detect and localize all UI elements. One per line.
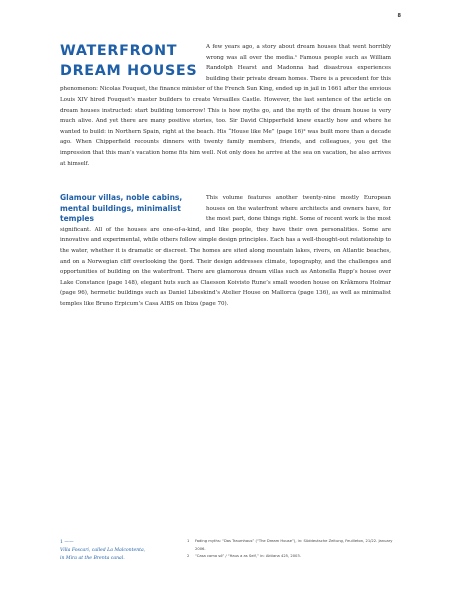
footnote-number: 2	[187, 554, 190, 558]
caption-line: in Mira at the Brenta canal.	[60, 556, 125, 561]
footnote	[187, 538, 397, 553]
page-number: 8	[397, 13, 401, 19]
footnote-text: Fading myths: “Das Traumhaus” (“The Dream House”), in: Süddeutsche Zeitung, Feuilleton, 21/22. January 2006.	[195, 539, 393, 551]
section-body: A few years ago, a story about dream houses that went horribly wrong was all over the media.¹ Famous people such as William Randolph Hearst and Madonna had disastrous experiences building their private dream homes. There is a precedent for this phenomenon: Nicolas Fouquet, the finance minister of the French Sun King, ended up in jail in 1661 after the envious Louis XIV hired Fouquet’s master builders to create Versailles Castle. However, the last sentence of the article on dream houses instructed: start building tomorrow! This is how myths go, and the myth of the dream house is very much alive. And yet there are many positive stories, too. Sir David Chipperfield knew exactly how and where he wanted to build: in Northern Spain, right at the beach. His “House like Me” (page 16)² was built more than a decade ago. When Chipperfield recounts dinners with twenty family members, friends, and colleagues, you get the impression that this man’s vacation home fits him well. Not only does he arrive at the sea on vacation, he also arrives at himself.	[60, 44, 391, 167]
caption-line: Villa Foscari, called La Malcontenta,	[60, 548, 146, 553]
section-body: This volume features another twenty-nine mostly European houses on the waterfront where architects and owners have, for the most part, done things right. Some of recent work is the most significant. All of the houses are one-of-a-kind, and like people, they have their own personalities. Some are innovative and experimental, while others follow simple design principles. Each has a well-thought-out relationship to the water, whether it is dramatic or discreet. The homes are sited along mountain lakes, rivers, on Atlantic beaches, and on a Norwegian cliff overlooking the fjord. Their design addresses climate, topography, and the challenges and opportunities of building on the waterfront. There are glamorous dream villas such as Antonella Rupp’s house over Lake Constance (page 148), elegant huts such as Claesson Koivisto Rune’s small wooden house on Kråkmora Holmar (page 96), hermetic buildings such as Daniel Libeskind’s Atelier House on Mallorca (page 136), as well as minimalist temples like Bruno Erpicum’s Casa AIBS on Ibiza (page 70).	[60, 195, 391, 307]
footnote-number: 1	[187, 539, 190, 543]
figure-caption	[60, 539, 170, 563]
caption-number: 1 ——	[60, 540, 74, 545]
section-waterfront-dream-houses	[60, 42, 391, 169]
section-title: WATERFRONT DREAM HOUSES	[60, 43, 198, 79]
footnotes	[187, 538, 397, 561]
footnote-text: “Casa como só” / “Haus a as Self,” in: Aktiana 425, 2003.	[195, 554, 301, 558]
section-glamour-villas	[60, 193, 391, 310]
footnote	[187, 553, 397, 561]
section-subtitle: Glamour villas, noble cabins, mental buildings, minimalist temples	[60, 193, 183, 223]
